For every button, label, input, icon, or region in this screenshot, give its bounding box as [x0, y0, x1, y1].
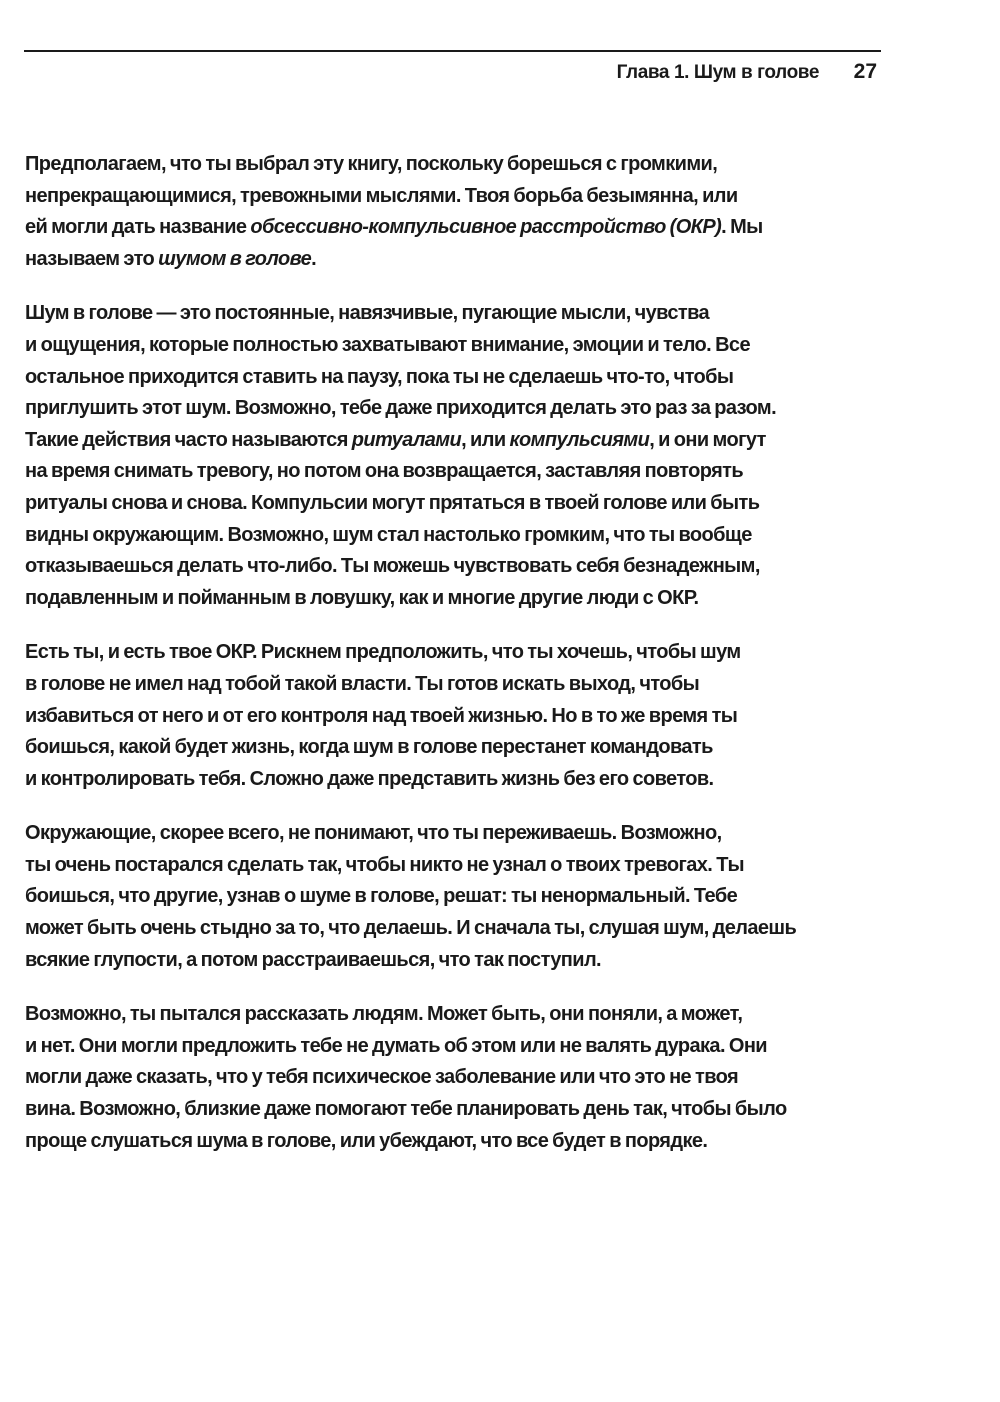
text-line: приглушить этот шум. Возможно, тебе даже приходится делать это раз за разом. — [25, 397, 777, 420]
paragraph-2 — [25, 298, 885, 614]
italic-term: шумом в голове — [158, 247, 312, 270]
text-line: боишься, что другие, узнав о шуме в голове, решат: ты ненормальный. Тебе — [25, 885, 738, 908]
text-line: подавленным и пойманным в ловушку, как и многие другие люди с ОКР. — [25, 586, 699, 609]
text-line: в голове не имел над тобой такой власти. Ты готов искать выход, чтобы — [25, 672, 700, 695]
text-line: остальное приходится ставить на паузу, пока ты не сделаешь что-то, чтобы — [25, 365, 734, 388]
page-number: 27 — [853, 60, 877, 83]
text-line: и нет. Они могли предложить тебе не думать об этом или не валять дурака. Они — [25, 1034, 767, 1057]
italic-term: ритуалами — [351, 428, 462, 451]
text-line: отказываешься делать что-либо. Ты можешь чувствовать себя безнадежным, — [25, 555, 760, 578]
text-run: ей могли дать название — [25, 216, 251, 239]
running-header — [24, 50, 881, 92]
text-line: вина. Возможно, близкие даже помогают тебе планировать день так, чтобы было — [25, 1098, 787, 1121]
body-text — [25, 149, 885, 1180]
text-line: Окружающие, скорее всего, не понимают, что ты переживаешь. Возможно, — [25, 822, 722, 845]
text-line — [25, 212, 885, 244]
text-line — [25, 244, 885, 276]
text-line: Шум в голове — это постоянные, навязчивые, пугающие мысли, чувства — [25, 302, 710, 325]
text-line — [25, 425, 885, 457]
text-line: на время снимать тревогу, но потом она возвращается, заставляя повторять — [25, 460, 744, 483]
text-line: непрекращающимися, тревожными мыслями. Твоя борьба безымянна, или — [25, 184, 738, 207]
text-line: всякие глупости, а потом расстраиваешься, что так поступил. — [25, 948, 602, 971]
text-line: Возможно, ты пытался рассказать людям. Может быть, они поняли, а может, — [25, 1003, 743, 1026]
text-run: . — [311, 247, 317, 270]
text-run: , или — [461, 428, 510, 451]
italic-term: компульсиями — [509, 428, 650, 451]
italic-term: обсессивно-компульсивное расстройство (ОКР) — [250, 216, 722, 239]
text-line: и контролировать тебя. Сложно даже представить жизнь без его советов. — [25, 767, 714, 790]
text-line: проще слушаться шума в голове, или убеждают, что все будет в порядке. — [25, 1129, 708, 1152]
text-line: могли даже сказать, что у тебя психическое заболевание или что это не твоя — [25, 1066, 739, 1089]
text-line: Есть ты, и есть твое ОКР. Рискнем предположить, что ты хочешь, чтобы шум — [25, 641, 741, 664]
text-line: ты очень постарался сделать так, чтобы никто не узнал о твоих тревогах. Ты — [25, 853, 745, 876]
text-line: Предполагаем, что ты выбрал эту книгу, поскольку борешься с громкими, — [25, 153, 718, 175]
text-run: . Мы — [721, 216, 763, 239]
paragraph-3 — [25, 637, 885, 795]
text-line: избавиться от него и от его контроля над твоей жизнью. Но в то же время ты — [25, 704, 738, 727]
text-line: может быть очень стыдно за то, что делаешь. И сначала ты, слушая шум, делаешь — [25, 917, 797, 940]
text-line: боишься, какой будет жизнь, когда шум в голове перестанет командовать — [25, 736, 713, 759]
paragraph-5 — [25, 999, 885, 1157]
text-line: ритуалы снова и снова. Компульсии могут прятаться в твоей голове или быть — [25, 491, 760, 514]
text-run: , и они могут — [649, 428, 766, 451]
text-run: Такие действия часто называются — [25, 428, 352, 451]
paragraph-1 — [25, 149, 885, 275]
text-run: называем это — [25, 247, 159, 270]
text-line: видны окружающим. Возможно, шум стал настолько громким, что ты вообще — [25, 523, 752, 546]
paragraph-4 — [25, 818, 885, 976]
text-line: и ощущения, которые полностью захватывают внимание, эмоции и тело. Все — [25, 333, 750, 356]
chapter-title: Глава 1. Шум в голове — [616, 62, 819, 83]
